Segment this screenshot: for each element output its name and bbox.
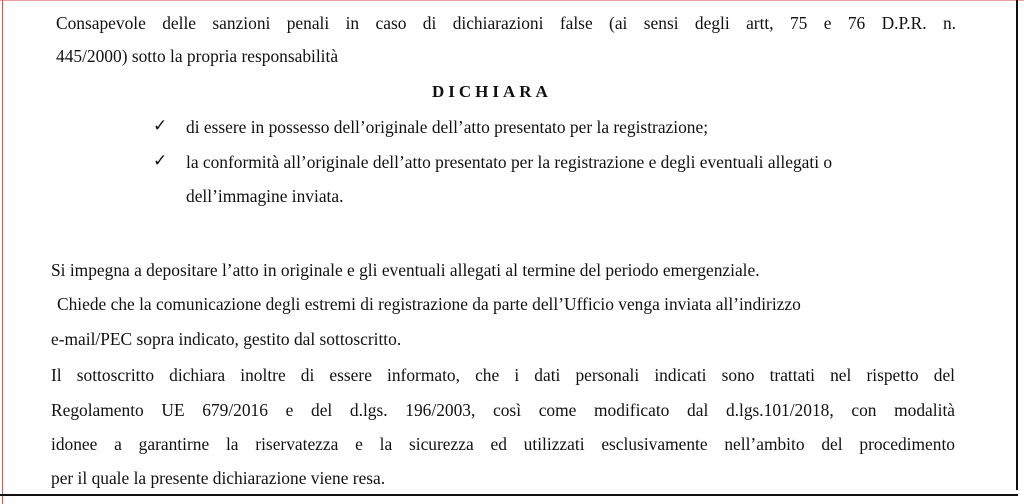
bullet-2-text-line-1: la conformità all’originale dell’atto presentato per la registrazione e degli eventuali allegati o [186,152,833,172]
page-border-left [2,0,3,504]
paragraph-privacy-line-1 [51,367,955,384]
privacy-text-1: Il sottoscritto dichiara inoltre di essere informato, che i dati personali indicati sono trattati nel rispetto del [51,365,955,385]
paragraph-chiede-line-1: Chiede che la comunicazione degli estremi di registrazione da parte dell’Ufficio venga inviata all’indirizzo [57,294,801,314]
check-mark-icon: ✓ [153,151,168,171]
bullet-2-text-line-2: dell’immagine inviata. [186,186,344,206]
intro-line-1 [56,15,956,32]
paragraph-privacy-line-2 [51,402,955,419]
privacy-text-2: Regolamento UE 679/2016 e del d.lgs. 196/2003, così come modificato dal d.lgs.101/2018, con modalità [51,400,955,420]
intro-text-1: Consapevole delle sanzioni penali in caso di dichiarazioni false (ai sensi degli artt, 75 e 76 D.P.R. n. [56,13,956,33]
paragraph-privacy-line-4: per il quale la presente dichiarazione viene resa. [51,468,386,488]
intro-line-2: 445/2000) sotto la propria responsabilità [56,46,339,66]
bullet-1-text: di essere in possesso dell’originale dell’atto presentato per la registrazione; [186,117,709,137]
privacy-text-3: idonee a garantirne la riservatezza e la sicurezza ed utilizzati esclusivamente nell’ambito del procedimento [51,434,955,454]
paragraph-privacy-line-3 [51,436,955,453]
paragraph-chiede-line-2: e-mail/PEC sopra indicato, gestito dal sottoscritto. [51,329,402,349]
page-border-bottom [0,494,1018,496]
heading-dichiara: DICHIARA [432,82,552,101]
paragraph-impegno: Si impegna a depositare l’atto in originale e gli eventuali allegati al termine del periodo emergenziale. [51,260,760,280]
page-border-right [1016,0,1018,490]
check-mark-icon: ✓ [153,116,168,136]
page-border-top [0,0,1024,1]
